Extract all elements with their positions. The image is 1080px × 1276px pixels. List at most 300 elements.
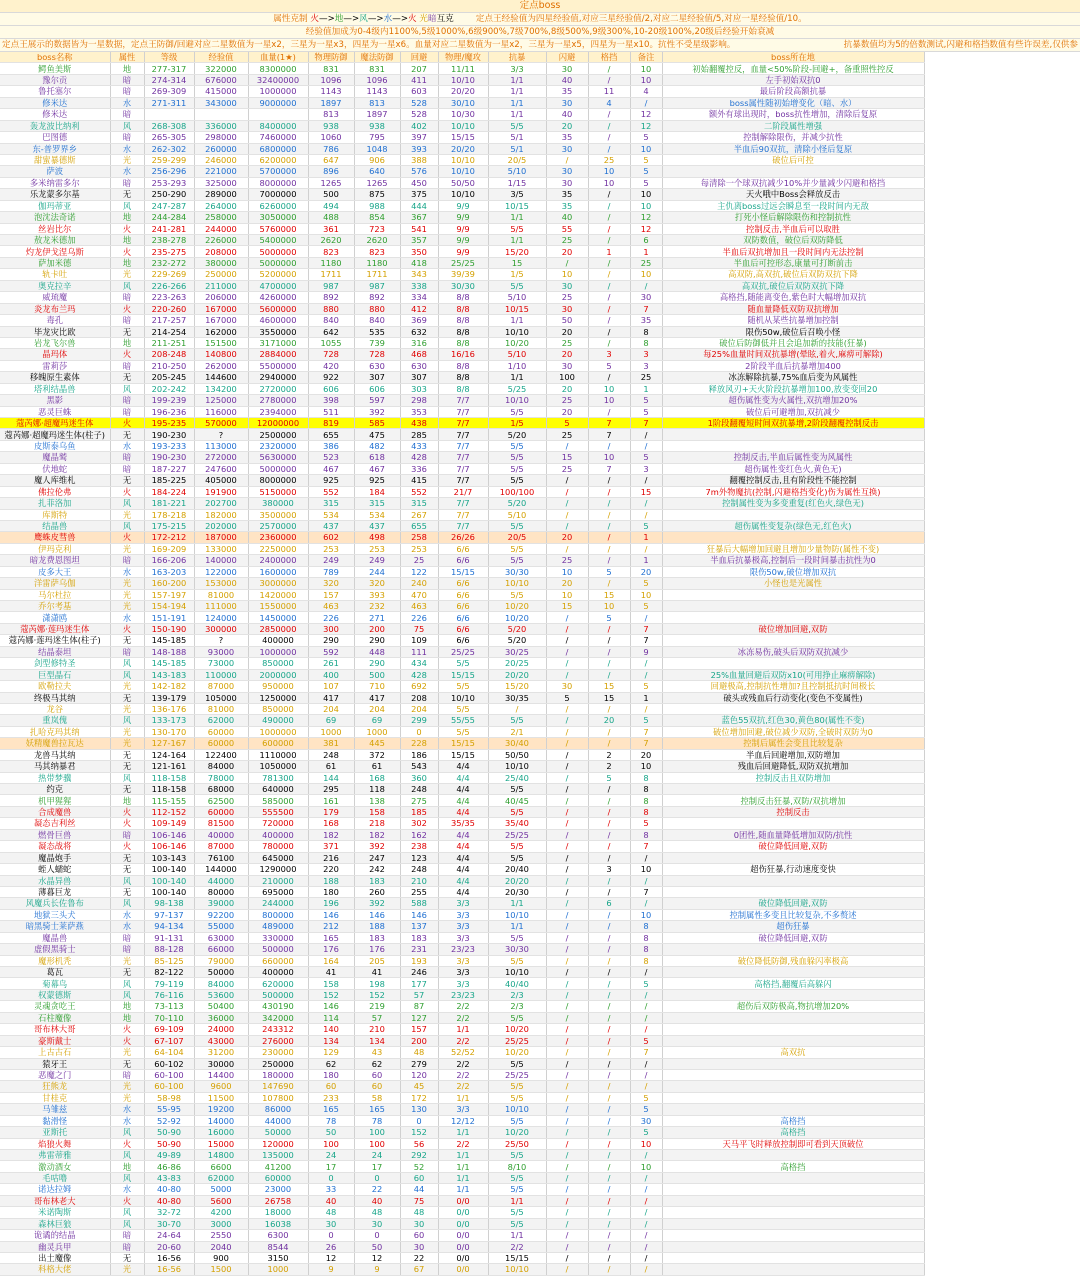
table-row[interactable] xyxy=(0,715,1080,726)
hp-cell: 5700000 xyxy=(248,166,308,177)
level-cell: 112-152 xyxy=(144,806,194,817)
table-row[interactable] xyxy=(0,452,1080,463)
block-cell: / xyxy=(588,989,630,1000)
table-row[interactable] xyxy=(0,1104,1080,1115)
table-row[interactable] xyxy=(0,543,1080,554)
dodge-cell: 30 xyxy=(546,303,588,314)
block-cell: / xyxy=(588,795,630,806)
boss-name-cell: 魔晶兽 xyxy=(0,932,110,943)
table-row[interactable] xyxy=(0,498,1080,509)
block-cell: / xyxy=(588,978,630,989)
dodge-cell: 20 xyxy=(546,578,588,589)
resist-cell: 10/10 xyxy=(438,74,488,85)
location-cell: 随血量降低双防双抗增加 xyxy=(662,303,924,314)
table-row[interactable] xyxy=(0,269,1080,280)
dodge-cell: / xyxy=(546,1104,588,1115)
exp-cell: 298000 xyxy=(194,132,248,143)
evade-cell: 193 xyxy=(400,955,438,966)
boss-name-cell: 哥布林老大 xyxy=(0,1195,110,1206)
table-row[interactable] xyxy=(0,1047,1080,1058)
table-row[interactable] xyxy=(0,143,1080,154)
mdef-cell: 24 xyxy=(354,1150,400,1161)
block-cell: / xyxy=(588,292,630,303)
table-row[interactable] xyxy=(0,1115,1080,1126)
evade-cell: 418 xyxy=(400,257,438,268)
evade-cell: 253 xyxy=(400,543,438,554)
location-cell xyxy=(662,589,924,600)
evade-cell: 369 xyxy=(400,315,438,326)
table-row[interactable] xyxy=(0,578,1080,589)
mdef-cell: 184 xyxy=(354,486,400,497)
table-row[interactable] xyxy=(0,303,1080,314)
pdef-cell: 467 xyxy=(308,463,354,474)
boss-name-cell: 奥克拉辛 xyxy=(0,280,110,291)
table-row[interactable] xyxy=(0,235,1080,246)
hp-cell: 500000 xyxy=(248,944,308,955)
level-cell: 277-317 xyxy=(144,63,194,74)
table-row[interactable] xyxy=(0,440,1080,451)
pdef-cell: 204 xyxy=(308,703,354,714)
remark-cell: / xyxy=(630,669,662,680)
table-row[interactable] xyxy=(0,1081,1080,1092)
pdef-cell: 892 xyxy=(308,292,354,303)
exp-cell: 50000 xyxy=(194,967,248,978)
dodge-cell: 25 xyxy=(546,337,588,348)
table-row[interactable] xyxy=(0,703,1080,714)
crit-resist-cell: 10/10 xyxy=(488,1264,546,1275)
boss-name-cell: 伽玛蒂亚 xyxy=(0,200,110,211)
table-row[interactable] xyxy=(0,475,1080,486)
mdef-cell: 176 xyxy=(354,944,400,955)
table-row[interactable] xyxy=(0,978,1080,989)
table-row[interactable] xyxy=(0,589,1080,600)
evade-cell: 470 xyxy=(400,589,438,600)
evade-cell: 463 xyxy=(400,601,438,612)
location-cell: 2阶段半血后抗暴增加400 xyxy=(662,360,924,371)
table-row[interactable] xyxy=(0,841,1080,852)
level-cell: 24-64 xyxy=(144,1230,194,1241)
crit-resist-cell: 25/50 xyxy=(488,1138,546,1149)
block-cell: / xyxy=(588,944,630,955)
column-header[interactable]: 格挡 xyxy=(588,52,630,63)
block-cell: / xyxy=(588,875,630,886)
level-cell: 190-230 xyxy=(144,429,194,440)
evade-cell: 353 xyxy=(400,406,438,417)
block-cell: / xyxy=(588,932,630,943)
hp-cell: 400000 xyxy=(248,829,308,840)
block-cell: / xyxy=(588,189,630,200)
block-cell: / xyxy=(588,269,630,280)
level-cell: 60-102 xyxy=(144,1058,194,1069)
table-row[interactable] xyxy=(0,726,1080,737)
location-cell xyxy=(662,1230,924,1241)
table-row[interactable] xyxy=(0,132,1080,143)
block-cell: / xyxy=(588,1138,630,1149)
info-row-elements xyxy=(0,13,1080,26)
table-row[interactable] xyxy=(0,372,1080,383)
table-row[interactable] xyxy=(0,909,1080,920)
pdef-cell: 114 xyxy=(308,1012,354,1023)
table-row[interactable] xyxy=(0,955,1080,966)
table-row[interactable] xyxy=(0,326,1080,337)
column-header[interactable]: 等级 xyxy=(144,52,194,63)
pdef-cell: 371 xyxy=(308,841,354,852)
resist-cell: 3/3 xyxy=(438,978,488,989)
pdef-cell: 320 xyxy=(308,578,354,589)
table-row[interactable] xyxy=(0,74,1080,85)
table-row[interactable] xyxy=(0,646,1080,657)
element-cell: 风 xyxy=(110,658,144,669)
element-cell: 暗 xyxy=(110,944,144,955)
column-header[interactable]: 闪避 xyxy=(546,52,588,63)
level-cell: 91-131 xyxy=(144,932,194,943)
table-row[interactable] xyxy=(0,1150,1080,1161)
table-row[interactable] xyxy=(0,738,1080,749)
table-row[interactable] xyxy=(0,761,1080,772)
table-row[interactable] xyxy=(0,669,1080,680)
level-cell: 217-257 xyxy=(144,315,194,326)
table-row[interactable] xyxy=(0,509,1080,520)
remark-cell: 7 xyxy=(630,418,662,429)
table-row[interactable] xyxy=(0,1195,1080,1206)
dodge-cell: / xyxy=(546,921,588,932)
evade-cell: 302 xyxy=(400,818,438,829)
table-row[interactable] xyxy=(0,154,1080,165)
table-row[interactable] xyxy=(0,120,1080,131)
table-row[interactable] xyxy=(0,418,1080,429)
table-row[interactable] xyxy=(0,886,1080,897)
dodge-cell: 25 xyxy=(546,395,588,406)
block-cell: / xyxy=(588,1184,630,1195)
block-cell: / xyxy=(588,1207,630,1218)
table-row[interactable] xyxy=(0,772,1080,783)
table-row[interactable] xyxy=(0,749,1080,760)
table-row[interactable] xyxy=(0,223,1080,234)
table-row[interactable] xyxy=(0,864,1080,875)
remark-cell: 8 xyxy=(630,944,662,955)
table-row[interactable] xyxy=(0,349,1080,360)
mdef-cell: 2620 xyxy=(354,235,400,246)
table-row[interactable] xyxy=(0,1252,1080,1263)
level-cell: 76-116 xyxy=(144,989,194,1000)
dodge-cell: / xyxy=(546,955,588,966)
table-row[interactable] xyxy=(0,246,1080,257)
remark-cell: 10 xyxy=(630,143,662,154)
table-row[interactable] xyxy=(0,189,1080,200)
table-row[interactable] xyxy=(0,63,1080,74)
level-cell: 16-56 xyxy=(144,1252,194,1263)
block-cell: / xyxy=(588,1081,630,1092)
exp-cell: 11500 xyxy=(194,1092,248,1103)
evade-cell: 360 xyxy=(400,772,438,783)
resist-cell: 8/8 xyxy=(438,383,488,394)
crit-resist-cell: 1/5 xyxy=(488,418,546,429)
column-header[interactable]: 回避 xyxy=(400,52,438,63)
level-cell: 232-272 xyxy=(144,257,194,268)
pdef-cell: 552 xyxy=(308,486,354,497)
table-row[interactable] xyxy=(0,429,1080,440)
evade-cell: 428 xyxy=(400,452,438,463)
exp-cell: 125000 xyxy=(194,395,248,406)
pdef-cell: 647 xyxy=(308,154,354,165)
table-row[interactable] xyxy=(0,875,1080,886)
block-cell: / xyxy=(588,1001,630,1012)
column-header[interactable]: 血量(1★) xyxy=(248,52,308,63)
boss-name-cell: 葛瓦 xyxy=(0,967,110,978)
table-row[interactable] xyxy=(0,612,1080,623)
table-row[interactable] xyxy=(0,395,1080,406)
pdef-cell: 1143 xyxy=(308,86,354,97)
column-header[interactable]: 经验值 xyxy=(194,52,248,63)
hp-cell: 135000 xyxy=(248,1150,308,1161)
element-cell: 暗 xyxy=(110,406,144,417)
table-row[interactable] xyxy=(0,383,1080,394)
table-row[interactable] xyxy=(0,463,1080,474)
element-cell: 地 xyxy=(110,235,144,246)
crit-resist-cell: 10/20 xyxy=(488,1024,546,1035)
dodge-cell: / xyxy=(546,440,588,451)
dodge-cell: / xyxy=(546,818,588,829)
location-cell xyxy=(662,818,924,829)
location-cell: 冰冻易伤,破头后双防双抗减少 xyxy=(662,646,924,657)
resist-cell: 3/3 xyxy=(438,909,488,920)
element-cell: 地 xyxy=(110,63,144,74)
location-cell xyxy=(662,1218,924,1229)
evade-cell: 434 xyxy=(400,658,438,669)
mdef-cell: 118 xyxy=(354,784,400,795)
hp-cell: 1450000 xyxy=(248,612,308,623)
pdef-cell: 69 xyxy=(308,715,354,726)
table-row[interactable] xyxy=(0,818,1080,829)
location-cell: 破位增加回避,破位减少双防,全破时双防为0 xyxy=(662,726,924,737)
location-cell: 破位后防御低并且会追加新的技能(狂暴) xyxy=(662,337,924,348)
location-cell xyxy=(662,1035,924,1046)
column-header[interactable]: 抗暴 xyxy=(488,52,546,63)
pdef-cell: 182 xyxy=(308,829,354,840)
dodge-cell: / xyxy=(546,623,588,634)
table-row[interactable] xyxy=(0,486,1080,497)
dodge-cell: 25 xyxy=(546,463,588,474)
element-cell: 水 xyxy=(110,97,144,108)
element-cell: 火 xyxy=(110,418,144,429)
remark-cell: / xyxy=(630,1230,662,1241)
column-header[interactable]: 物理防御 xyxy=(308,52,354,63)
block-cell: / xyxy=(588,967,630,978)
dodge-cell: / xyxy=(546,154,588,165)
mdef-cell: 831 xyxy=(354,63,400,74)
boss-name-cell: 亚斯托 xyxy=(0,1127,110,1138)
table-row[interactable] xyxy=(0,692,1080,703)
table-row[interactable] xyxy=(0,200,1080,211)
table-row[interactable] xyxy=(0,681,1080,692)
element-cell: 地 xyxy=(110,795,144,806)
element-cell: 风 xyxy=(110,1172,144,1183)
exp-cell: 1500 xyxy=(194,1264,248,1275)
table-row[interactable] xyxy=(0,1092,1080,1103)
table-row[interactable] xyxy=(0,1001,1080,1012)
hp-cell: 490000 xyxy=(248,715,308,726)
exp-cell xyxy=(194,109,248,120)
remark-cell: 15 xyxy=(630,486,662,497)
crit-resist-cell: 5/5 xyxy=(488,932,546,943)
table-row[interactable] xyxy=(0,1241,1080,1252)
crit-resist-cell: 5/10 xyxy=(488,166,546,177)
table-row[interactable] xyxy=(0,1230,1080,1241)
table-row[interactable] xyxy=(0,1012,1080,1023)
table-row[interactable] xyxy=(0,601,1080,612)
resist-cell: 7/7 xyxy=(438,395,488,406)
level-cell: 97-137 xyxy=(144,909,194,920)
pdef-cell: 248 xyxy=(308,749,354,760)
table-row[interactable] xyxy=(0,257,1080,268)
level-cell: 238-278 xyxy=(144,235,194,246)
resist-cell: 6/6 xyxy=(438,623,488,634)
table-row[interactable] xyxy=(0,635,1080,646)
hp-cell: 5400000 xyxy=(248,235,308,246)
resist-cell: 3/3 xyxy=(438,955,488,966)
table-row[interactable] xyxy=(0,1172,1080,1183)
column-header[interactable]: boss名称 xyxy=(0,52,110,63)
column-header[interactable]: 魔法防御 xyxy=(354,52,400,63)
element-cell: 火 xyxy=(110,303,144,314)
location-cell: 控制解除限伤，并减少抗性 xyxy=(662,132,924,143)
remark-cell: 8 xyxy=(630,955,662,966)
column-header[interactable]: 物理/魔攻 xyxy=(438,52,488,63)
boss-name-cell: 龙兽马其纳 xyxy=(0,749,110,760)
boss-name-cell: 蛭人蠕蛇 xyxy=(0,864,110,875)
block-cell: / xyxy=(588,578,630,589)
exp-cell: 62500 xyxy=(194,795,248,806)
table-row[interactable] xyxy=(0,1127,1080,1138)
pdef-cell: 152 xyxy=(308,989,354,1000)
table-row[interactable] xyxy=(0,1207,1080,1218)
table-row[interactable] xyxy=(0,932,1080,943)
exp-cell: 191900 xyxy=(194,486,248,497)
table-row[interactable] xyxy=(0,166,1080,177)
table-row[interactable] xyxy=(0,212,1080,223)
crit-resist-cell: 5/1 xyxy=(488,132,546,143)
exp-cell: 325000 xyxy=(194,177,248,188)
table-row[interactable] xyxy=(0,795,1080,806)
boss-name-cell: 激动酒女 xyxy=(0,1161,110,1172)
exp-cell: 6600 xyxy=(194,1161,248,1172)
hp-cell: 26758 xyxy=(248,1195,308,1206)
hp-cell: 120000 xyxy=(248,1138,308,1149)
exp-cell: ? xyxy=(194,635,248,646)
dodge-cell: / xyxy=(546,1035,588,1046)
table-row[interactable] xyxy=(0,1035,1080,1046)
hp-cell: 780000 xyxy=(248,841,308,852)
table-row[interactable] xyxy=(0,280,1080,291)
dodge-cell: / xyxy=(546,852,588,863)
exp-cell: 122000 xyxy=(194,566,248,577)
table-row[interactable] xyxy=(0,829,1080,840)
table-row[interactable] xyxy=(0,658,1080,669)
location-cell: 破位降低回避,双防 xyxy=(662,932,924,943)
table-row[interactable] xyxy=(0,1069,1080,1080)
mdef-cell: 146 xyxy=(354,909,400,920)
table-row[interactable] xyxy=(0,1024,1080,1035)
crit-resist-cell: 5/5 xyxy=(488,406,546,417)
table-row[interactable] xyxy=(0,406,1080,417)
block-cell: / xyxy=(588,257,630,268)
column-header[interactable]: 备注 xyxy=(630,52,662,63)
boss-name-cell: 鹰蛛皮彗兽 xyxy=(0,532,110,543)
table-row[interactable] xyxy=(0,566,1080,577)
evade-cell: 357 xyxy=(400,235,438,246)
hp-cell: 400000 xyxy=(248,635,308,646)
table-row[interactable] xyxy=(0,360,1080,371)
table-row[interactable] xyxy=(0,921,1080,932)
boss-name-cell: 轰龙波比纳利 xyxy=(0,120,110,131)
column-header[interactable]: boss所在地 xyxy=(662,52,924,63)
table-row[interactable] xyxy=(0,898,1080,909)
table-row[interactable] xyxy=(0,623,1080,634)
dodge-cell: 40 xyxy=(546,212,588,223)
hp-cell: 1420000 xyxy=(248,589,308,600)
level-cell: 229-269 xyxy=(144,269,194,280)
crit-resist-cell: 5/5 xyxy=(488,1115,546,1126)
level-cell: 208-248 xyxy=(144,349,194,360)
pdef-cell: 602 xyxy=(308,532,354,543)
crit-resist-cell: 5/5 xyxy=(488,463,546,474)
table-row[interactable] xyxy=(0,97,1080,108)
crit-resist-cell: 5/5 xyxy=(488,1207,546,1218)
table-row[interactable] xyxy=(0,109,1080,120)
table-row[interactable] xyxy=(0,944,1080,955)
table-row[interactable] xyxy=(0,532,1080,543)
table-row[interactable] xyxy=(0,1218,1080,1229)
dodge-cell: 35 xyxy=(546,200,588,211)
table-row[interactable] xyxy=(0,177,1080,188)
hp-cell: 1250000 xyxy=(248,692,308,703)
table-row[interactable] xyxy=(0,1161,1080,1172)
evade-cell: 123 xyxy=(400,852,438,863)
boss-name-cell: 敖龙米德加 xyxy=(0,235,110,246)
level-cell: 60-100 xyxy=(144,1081,194,1092)
resist-cell: 1/1 xyxy=(438,1024,488,1035)
table-row[interactable] xyxy=(0,852,1080,863)
table-row[interactable] xyxy=(0,1264,1080,1275)
column-header[interactable]: 属性 xyxy=(110,52,144,63)
table-row[interactable] xyxy=(0,520,1080,531)
location-cell xyxy=(662,1012,924,1023)
pdef-cell: 26 xyxy=(308,1241,354,1252)
crit-resist-cell: 1/1 xyxy=(488,1195,546,1206)
pdef-cell: 100 xyxy=(308,1138,354,1149)
table-row[interactable] xyxy=(0,806,1080,817)
table-row[interactable] xyxy=(0,967,1080,978)
dodge-cell: 35 xyxy=(546,189,588,200)
table-row[interactable] xyxy=(0,337,1080,348)
level-cell: 268-308 xyxy=(144,120,194,131)
table-row[interactable] xyxy=(0,989,1080,1000)
table-row[interactable] xyxy=(0,1138,1080,1149)
mdef-cell: 597 xyxy=(354,395,400,406)
block-cell: 2 xyxy=(588,761,630,772)
table-row[interactable] xyxy=(0,784,1080,795)
pdef-cell: 50 xyxy=(308,1127,354,1138)
table-row[interactable] xyxy=(0,86,1080,97)
table-row[interactable] xyxy=(0,292,1080,303)
table-row[interactable] xyxy=(0,555,1080,566)
evade-cell: 183 xyxy=(400,932,438,943)
table-row[interactable] xyxy=(0,315,1080,326)
table-row[interactable] xyxy=(0,1184,1080,1195)
table-row[interactable] xyxy=(0,1058,1080,1069)
dodge-cell: 20 xyxy=(546,120,588,131)
location-cell xyxy=(662,1069,924,1080)
